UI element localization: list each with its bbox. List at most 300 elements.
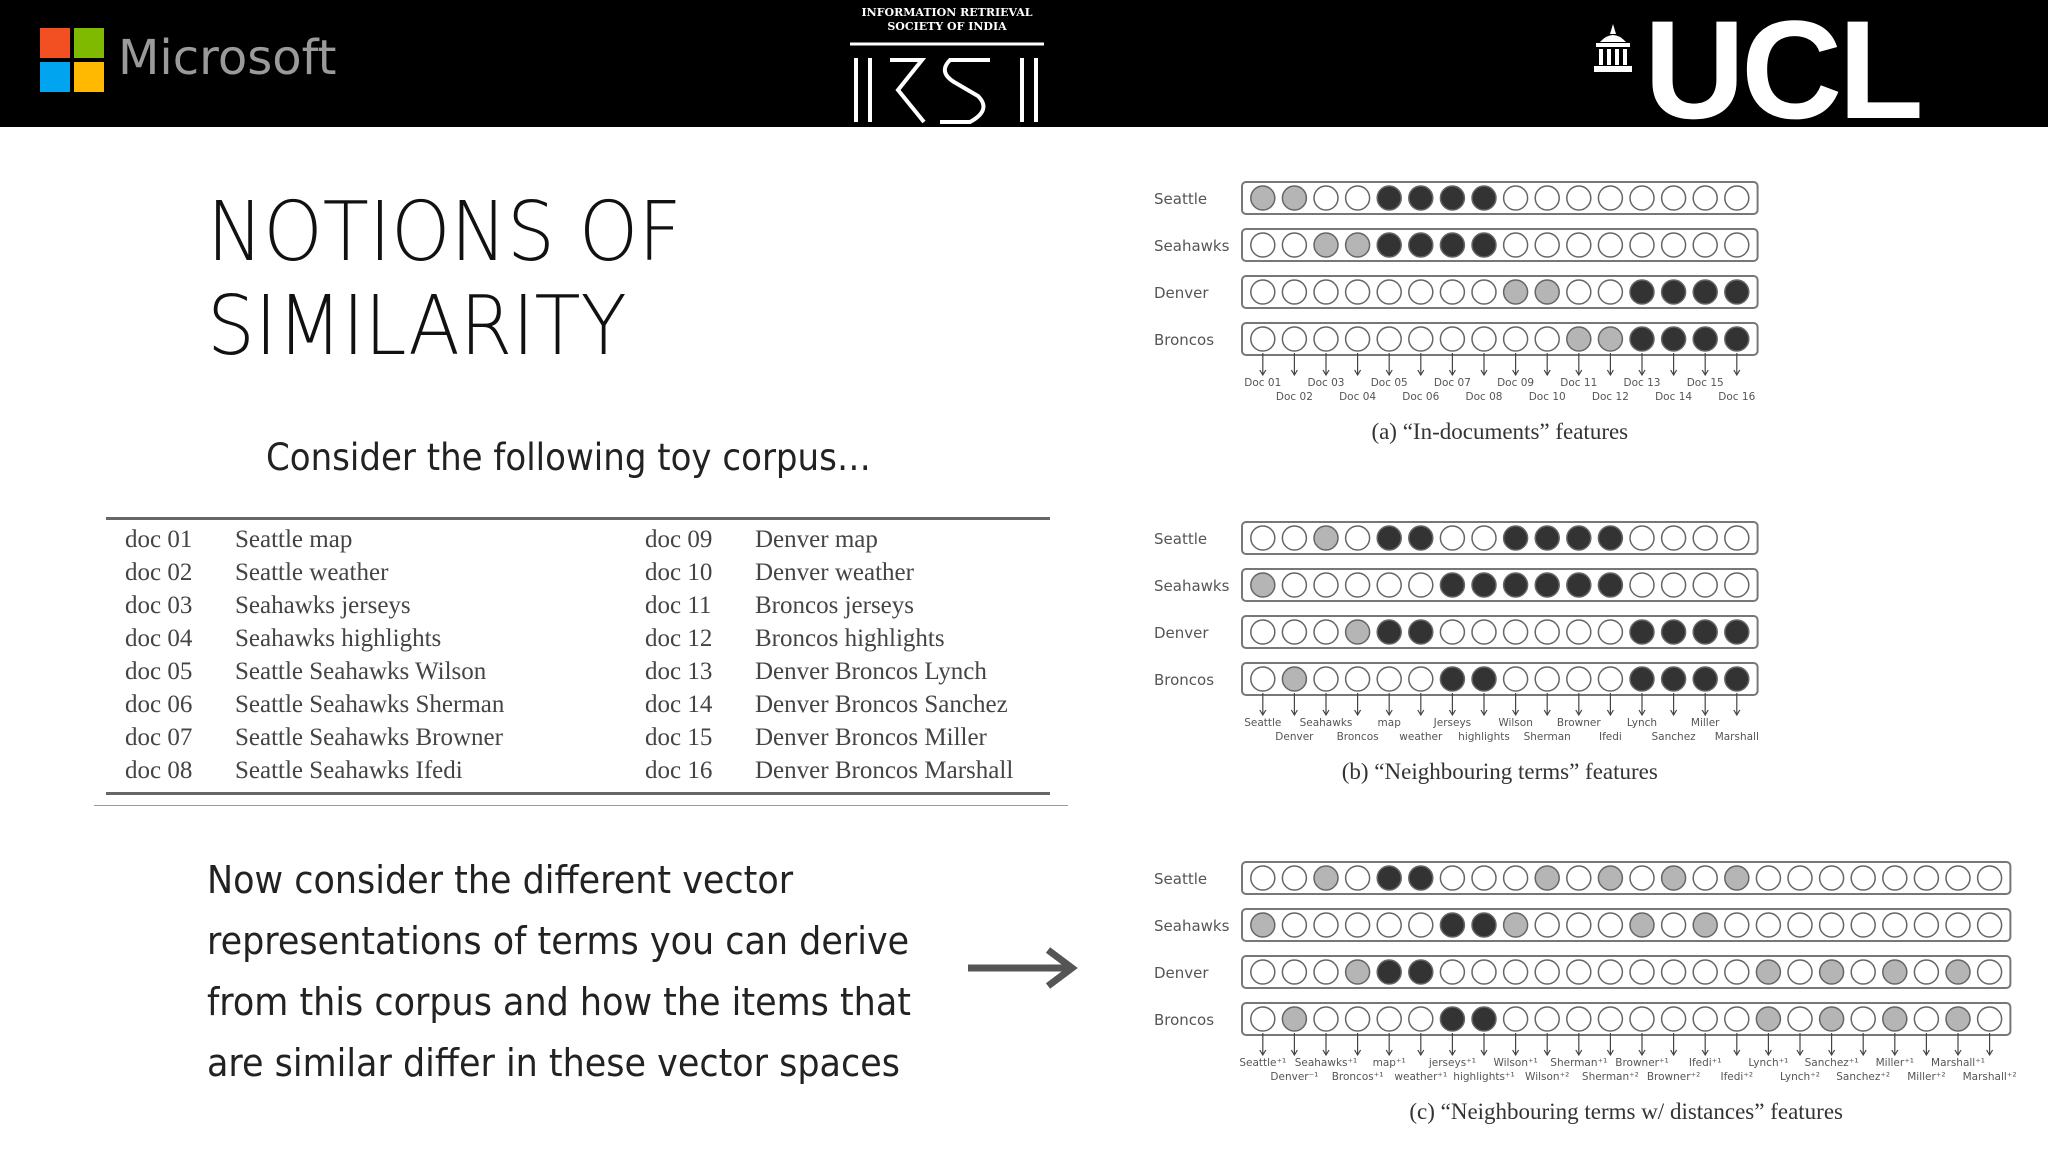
- feature-cell: [1377, 186, 1401, 210]
- feature-cell: [1725, 233, 1749, 257]
- feature-cell: [1598, 573, 1622, 597]
- feature-cell: [1630, 233, 1654, 257]
- feature-cell: [1472, 186, 1496, 210]
- axis-label: Ifedi: [1598, 731, 1622, 743]
- feature-cell: [1630, 573, 1654, 597]
- feature-cell: [1756, 960, 1780, 984]
- feature-cell: [1409, 327, 1433, 351]
- axis-label: Doc 11: [1560, 377, 1598, 389]
- doc-id: doc 05: [125, 658, 193, 685]
- feature-cell: [1472, 913, 1496, 937]
- doc-text: Seattle map: [235, 526, 353, 553]
- feature-cell: [1820, 960, 1844, 984]
- feature-cell: [1598, 913, 1622, 937]
- axis-label: Lynch: [1626, 717, 1658, 729]
- feature-cell: [1630, 913, 1654, 937]
- axis-label: Sherman⁺²: [1581, 1071, 1639, 1083]
- feature-cell: [1851, 1007, 1875, 1031]
- axis-label: map⁺¹: [1372, 1057, 1406, 1069]
- feature-cell: [1567, 327, 1591, 351]
- feature-cell: [1251, 186, 1275, 210]
- feature-cell: [1314, 913, 1338, 937]
- feature-cell: [1346, 866, 1370, 890]
- feature-cell: [1788, 913, 1812, 937]
- feature-cell: [1535, 186, 1559, 210]
- feature-cell: [1251, 866, 1275, 890]
- feature-cell: [1567, 913, 1591, 937]
- feature-cell: [1725, 186, 1749, 210]
- irsi-monogram-icon: [850, 38, 1044, 124]
- feature-cell: [1314, 667, 1338, 691]
- feature-cell: [1346, 1007, 1370, 1031]
- doc-id: doc 02: [125, 559, 193, 586]
- title-line-2: SIMILARITY: [207, 279, 627, 374]
- ucl-wordmark: UCL: [1644, 0, 1920, 148]
- feature-cell: [1883, 913, 1907, 937]
- feature-cell: [1693, 280, 1717, 304]
- feature-cell: [1440, 667, 1464, 691]
- feature-cell: [1598, 667, 1622, 691]
- doc-text: Denver Broncos Miller: [755, 724, 987, 751]
- feature-cell: [1535, 233, 1559, 257]
- axis-label: Doc 03: [1307, 377, 1345, 389]
- feature-cell: [1598, 233, 1622, 257]
- right-arrow-icon: [966, 946, 1080, 990]
- feature-cell: [1504, 327, 1528, 351]
- feature-cell: [1377, 526, 1401, 550]
- axis-label: Wilson: [1498, 717, 1533, 729]
- feature-cell: [1693, 233, 1717, 257]
- feature-cell: [1630, 960, 1654, 984]
- axis-label: Doc 01: [1244, 377, 1282, 389]
- feature-cell: [1535, 1007, 1559, 1031]
- axis-label: Doc 06: [1402, 391, 1440, 403]
- feature-cell: [1567, 1007, 1591, 1031]
- doc-text: Denver map: [755, 526, 878, 553]
- feature-cell: [1978, 913, 2002, 937]
- feature-cell: [1725, 573, 1749, 597]
- doc-text: Broncos jerseys: [755, 592, 914, 619]
- feature-cell: [1314, 573, 1338, 597]
- feature-cell: [1535, 960, 1559, 984]
- feature-cell: [1535, 620, 1559, 644]
- feature-cell: [1251, 526, 1275, 550]
- feature-cell: [1662, 526, 1686, 550]
- feature-cell: [1282, 233, 1306, 257]
- term-label: Seattle: [1154, 530, 1208, 548]
- axis-label: Doc 02: [1275, 391, 1313, 403]
- axis-label: Wilson⁺¹: [1493, 1057, 1538, 1069]
- feature-cell: [1820, 913, 1844, 937]
- axis-label: Browner⁺²: [1646, 1071, 1701, 1083]
- feature-cell: [1282, 1007, 1306, 1031]
- feature-cell: [1535, 573, 1559, 597]
- feature-cell: [1314, 233, 1338, 257]
- feature-cell: [1409, 620, 1433, 644]
- feature-cell: [1883, 1007, 1907, 1031]
- axis-label: Miller⁺¹: [1875, 1057, 1914, 1069]
- doc-id: doc 01: [125, 526, 193, 553]
- body-line: Now consider the different vector: [207, 858, 794, 902]
- feature-cell: [1946, 913, 1970, 937]
- term-label: Seahawks: [1154, 237, 1230, 255]
- feature-cell: [1693, 620, 1717, 644]
- feature-cell: [1851, 866, 1875, 890]
- doc-text: Broncos highlights: [755, 625, 945, 652]
- axis-label: Browner: [1556, 717, 1601, 729]
- doc-id: doc 13: [645, 658, 713, 685]
- doc-id: doc 04: [125, 625, 193, 652]
- feature-cell: [1598, 960, 1622, 984]
- feature-cell: [1598, 866, 1622, 890]
- feature-cell: [1377, 913, 1401, 937]
- feature-cell: [1314, 866, 1338, 890]
- feature-cell: [1725, 327, 1749, 351]
- feature-cell: [1914, 1007, 1938, 1031]
- feature-cell: [1282, 667, 1306, 691]
- feature-cell: [1314, 526, 1338, 550]
- axis-label: Marshall⁺²: [1962, 1071, 2017, 1083]
- doc-text: Seattle Seahawks Ifedi: [235, 757, 463, 784]
- feature-cell: [1978, 960, 2002, 984]
- axis-label: weather⁺¹: [1394, 1071, 1448, 1083]
- body-line: from this corpus and how the items that: [207, 980, 911, 1024]
- axis-label: Sanchez⁺²: [1836, 1071, 1891, 1083]
- term-label: Seahawks: [1154, 917, 1230, 935]
- feature-cell: [1693, 960, 1717, 984]
- feature-cell: [1725, 1007, 1749, 1031]
- feature-cell: [1630, 1007, 1654, 1031]
- feature-cell: [1662, 667, 1686, 691]
- feature-cell: [1377, 866, 1401, 890]
- doc-id: doc 15: [645, 724, 713, 751]
- table-bottom-rule: [106, 792, 1050, 795]
- doc-id: doc 06: [125, 691, 193, 718]
- axis-label: Marshall⁺¹: [1931, 1057, 1985, 1069]
- doc-text: Seahawks highlights: [235, 625, 442, 652]
- axis-label: Ifedi⁺¹: [1688, 1057, 1722, 1069]
- feature-cell: [1251, 960, 1275, 984]
- feature-cell: [1472, 960, 1496, 984]
- feature-cell: [1504, 573, 1528, 597]
- term-label: Seahawks: [1154, 577, 1230, 595]
- irsi-logo: [850, 6, 1044, 124]
- feature-cell: [1472, 620, 1496, 644]
- feature-cell: [1282, 327, 1306, 351]
- vector-representations-figure: [1140, 170, 2040, 1130]
- irsi-name-line2: SOCIETY OF INDIA: [887, 20, 1007, 33]
- axis-label: Doc 07: [1433, 377, 1471, 389]
- feature-cell: [1440, 1007, 1464, 1031]
- feature-cell: [1409, 280, 1433, 304]
- axis-label: Doc 05: [1370, 377, 1408, 389]
- figure-caption: (c) “Neighbouring terms w/ distances” features: [1409, 1099, 1844, 1124]
- feature-cell: [1756, 866, 1780, 890]
- doc-id: doc 16: [645, 757, 713, 784]
- feature-cell: [1567, 233, 1591, 257]
- axis-label: Miller⁺²: [1907, 1071, 1946, 1083]
- doc-id: doc 07: [125, 724, 193, 751]
- irsi-name-line1: INFORMATION RETRIEVAL: [861, 6, 1033, 19]
- feature-cell: [1440, 186, 1464, 210]
- feature-cell: [1377, 280, 1401, 304]
- feature-cell: [1788, 866, 1812, 890]
- feature-cell: [1535, 526, 1559, 550]
- doc-id: doc 03: [125, 592, 193, 619]
- feature-cell: [1377, 573, 1401, 597]
- axis-label: Sanchez⁺¹: [1804, 1057, 1859, 1069]
- feature-cell: [1725, 526, 1749, 550]
- feature-cell: [1504, 667, 1528, 691]
- feature-cell: [1346, 573, 1370, 597]
- feature-cell: [1377, 960, 1401, 984]
- feature-cell: [1504, 1007, 1528, 1031]
- feature-cell: [1409, 667, 1433, 691]
- feature-cell: [1282, 960, 1306, 984]
- feature-cell: [1472, 667, 1496, 691]
- axis-label: highlights: [1458, 731, 1510, 743]
- axis-label: Lynch⁺¹: [1748, 1057, 1789, 1069]
- feature-cell: [1946, 866, 1970, 890]
- doc-text: Denver Broncos Sanchez: [755, 691, 1008, 718]
- feature-cell: [1978, 1007, 2002, 1031]
- ucl-portico-icon: [1592, 24, 1634, 74]
- feature-cell: [1440, 327, 1464, 351]
- feature-cell: [1662, 186, 1686, 210]
- feature-cell: [1472, 233, 1496, 257]
- feature-cell: [1409, 526, 1433, 550]
- axis-label: Miller: [1690, 717, 1720, 729]
- feature-cell: [1440, 573, 1464, 597]
- feature-cell: [1662, 280, 1686, 304]
- axis-label: Doc 13: [1623, 377, 1661, 389]
- doc-text: Seattle weather: [235, 559, 389, 586]
- feature-cell: [1630, 667, 1654, 691]
- axis-label: Doc 14: [1655, 391, 1693, 403]
- feature-cell: [1251, 620, 1275, 644]
- figure-caption: (b) “Neighbouring terms” features: [1341, 759, 1658, 784]
- feature-cell: [1409, 960, 1433, 984]
- feature-cell: [1440, 913, 1464, 937]
- feature-cell: [1535, 327, 1559, 351]
- feature-cell: [1409, 1007, 1433, 1031]
- feature-cell: [1535, 866, 1559, 890]
- feature-cell: [1662, 1007, 1686, 1031]
- feature-cell: [1314, 327, 1338, 351]
- feature-cell: [1756, 913, 1780, 937]
- table-bottom-rule-thin: [94, 805, 1068, 806]
- axis-label: Jerseys: [1433, 717, 1472, 729]
- feature-cell: [1314, 280, 1338, 304]
- feature-cell: [1251, 327, 1275, 351]
- term-label: Denver: [1154, 964, 1209, 982]
- doc-id: doc 08: [125, 757, 193, 784]
- body-line: representations of terms you can derive: [207, 919, 910, 963]
- feature-cell: [1851, 913, 1875, 937]
- feature-cell: [1504, 526, 1528, 550]
- feature-cell: [1914, 866, 1938, 890]
- axis-label: Sherman: [1523, 731, 1571, 743]
- feature-cell: [1504, 620, 1528, 644]
- feature-cell: [1282, 866, 1306, 890]
- page-title: [207, 186, 723, 374]
- doc-id: doc 09: [645, 526, 713, 553]
- feature-cell: [1282, 573, 1306, 597]
- feature-cell: [1693, 573, 1717, 597]
- feature-cell: [1598, 186, 1622, 210]
- axis-label: Seattle⁺¹: [1239, 1057, 1287, 1069]
- table-top-rule: [106, 517, 1050, 520]
- microsoft-logo-icon: [40, 28, 104, 92]
- feature-cell: [1251, 913, 1275, 937]
- axis-label: weather: [1399, 731, 1443, 743]
- feature-cell: [1693, 913, 1717, 937]
- feature-cell: [1409, 233, 1433, 257]
- intro-text: Consider the following toy corpus…: [266, 436, 871, 479]
- feature-cell: [1978, 866, 2002, 890]
- axis-label: Seahawks: [1299, 717, 1353, 729]
- feature-cell: [1756, 1007, 1780, 1031]
- axis-label: Doc 04: [1339, 391, 1377, 403]
- feature-cell: [1598, 280, 1622, 304]
- feature-cell: [1630, 186, 1654, 210]
- axis-label: Denver: [1275, 731, 1314, 743]
- term-label: Denver: [1154, 624, 1209, 642]
- feature-cell: [1377, 1007, 1401, 1031]
- axis-label: Marshall: [1714, 731, 1759, 743]
- feature-cell: [1282, 186, 1306, 210]
- term-label: Seattle: [1154, 190, 1208, 208]
- doc-id: doc 14: [645, 691, 713, 718]
- feature-cell: [1409, 186, 1433, 210]
- feature-cell: [1251, 1007, 1275, 1031]
- feature-cell: [1314, 620, 1338, 644]
- feature-cell: [1440, 620, 1464, 644]
- feature-cell: [1693, 186, 1717, 210]
- feature-cell: [1598, 1007, 1622, 1031]
- feature-cell: [1377, 327, 1401, 351]
- body-paragraph: [207, 850, 972, 1094]
- feature-cell: [1472, 1007, 1496, 1031]
- feature-cell: [1535, 280, 1559, 304]
- feature-cell: [1504, 866, 1528, 890]
- axis-label: Doc 12: [1591, 391, 1629, 403]
- feature-cell: [1725, 913, 1749, 937]
- feature-cell: [1440, 866, 1464, 890]
- feature-cell: [1282, 280, 1306, 304]
- doc-text: Denver Broncos Marshall: [755, 757, 1014, 784]
- feature-cell: [1346, 233, 1370, 257]
- microsoft-wordmark: Microsoft: [118, 30, 337, 86]
- axis-label: Doc 15: [1686, 377, 1724, 389]
- feature-cell: [1440, 280, 1464, 304]
- feature-cell: [1725, 620, 1749, 644]
- axis-label: Denver⁻¹: [1270, 1071, 1319, 1083]
- doc-id: doc 10: [645, 559, 713, 586]
- feature-cell: [1725, 667, 1749, 691]
- feature-cell: [1788, 960, 1812, 984]
- axis-label: Ifedi⁺²: [1720, 1071, 1754, 1083]
- feature-cell: [1914, 960, 1938, 984]
- feature-cell: [1567, 866, 1591, 890]
- feature-cell: [1440, 960, 1464, 984]
- axis-label: Seattle: [1244, 717, 1282, 729]
- axis-label: map: [1377, 717, 1401, 729]
- feature-cell: [1377, 667, 1401, 691]
- feature-cell: [1346, 960, 1370, 984]
- feature-cell: [1346, 667, 1370, 691]
- feature-cell: [1346, 913, 1370, 937]
- feature-cell: [1630, 327, 1654, 351]
- feature-cell: [1314, 960, 1338, 984]
- feature-cell: [1409, 913, 1433, 937]
- doc-text: Denver Broncos Lynch: [755, 658, 987, 685]
- doc-text: Seattle Seahawks Wilson: [235, 658, 487, 685]
- feature-cell: [1598, 620, 1622, 644]
- term-label: Broncos: [1154, 331, 1215, 349]
- feature-cell: [1282, 620, 1306, 644]
- feature-cell: [1472, 280, 1496, 304]
- feature-cell: [1504, 960, 1528, 984]
- feature-cell: [1662, 866, 1686, 890]
- axis-label: Doc 08: [1465, 391, 1503, 403]
- feature-cell: [1820, 866, 1844, 890]
- feature-cell: [1567, 186, 1591, 210]
- term-label: Broncos: [1154, 671, 1215, 689]
- feature-cell: [1693, 866, 1717, 890]
- feature-cell: [1346, 186, 1370, 210]
- feature-cell: [1346, 620, 1370, 644]
- feature-cell: [1567, 526, 1591, 550]
- feature-cell: [1725, 280, 1749, 304]
- feature-cell: [1346, 327, 1370, 351]
- feature-cell: [1883, 960, 1907, 984]
- feature-cell: [1346, 526, 1370, 550]
- title-line-1: NOTIONS OF: [207, 185, 682, 280]
- feature-cell: [1440, 233, 1464, 257]
- feature-cell: [1346, 280, 1370, 304]
- feature-cell: [1598, 526, 1622, 550]
- axis-label: highlights⁺¹: [1453, 1071, 1515, 1083]
- axis-label: Sherman⁺¹: [1550, 1057, 1608, 1069]
- doc-id: doc 11: [645, 592, 712, 619]
- feature-cell: [1314, 1007, 1338, 1031]
- feature-cell: [1662, 913, 1686, 937]
- axis-label: Sanchez: [1651, 731, 1696, 743]
- axis-label: Broncos: [1336, 731, 1379, 743]
- axis-label: Doc 16: [1718, 391, 1756, 403]
- axis-label: Browner⁺¹: [1615, 1057, 1669, 1069]
- feature-cell: [1851, 960, 1875, 984]
- doc-text: Seattle Seahawks Sherman: [235, 691, 505, 718]
- feature-cell: [1788, 1007, 1812, 1031]
- feature-cell: [1251, 233, 1275, 257]
- feature-cell: [1662, 620, 1686, 644]
- header-bar: [0, 0, 2048, 148]
- axis-label: Seahawks⁺¹: [1294, 1057, 1358, 1069]
- feature-cell: [1472, 327, 1496, 351]
- feature-cell: [1630, 866, 1654, 890]
- feature-cell: [1567, 620, 1591, 644]
- feature-cell: [1535, 913, 1559, 937]
- feature-cell: [1504, 186, 1528, 210]
- term-label: Broncos: [1154, 1011, 1215, 1029]
- feature-cell: [1946, 960, 1970, 984]
- axis-label: Lynch⁺²: [1780, 1071, 1820, 1083]
- axis-label: Broncos⁺¹: [1331, 1071, 1384, 1083]
- feature-cell: [1567, 960, 1591, 984]
- feature-cell: [1630, 280, 1654, 304]
